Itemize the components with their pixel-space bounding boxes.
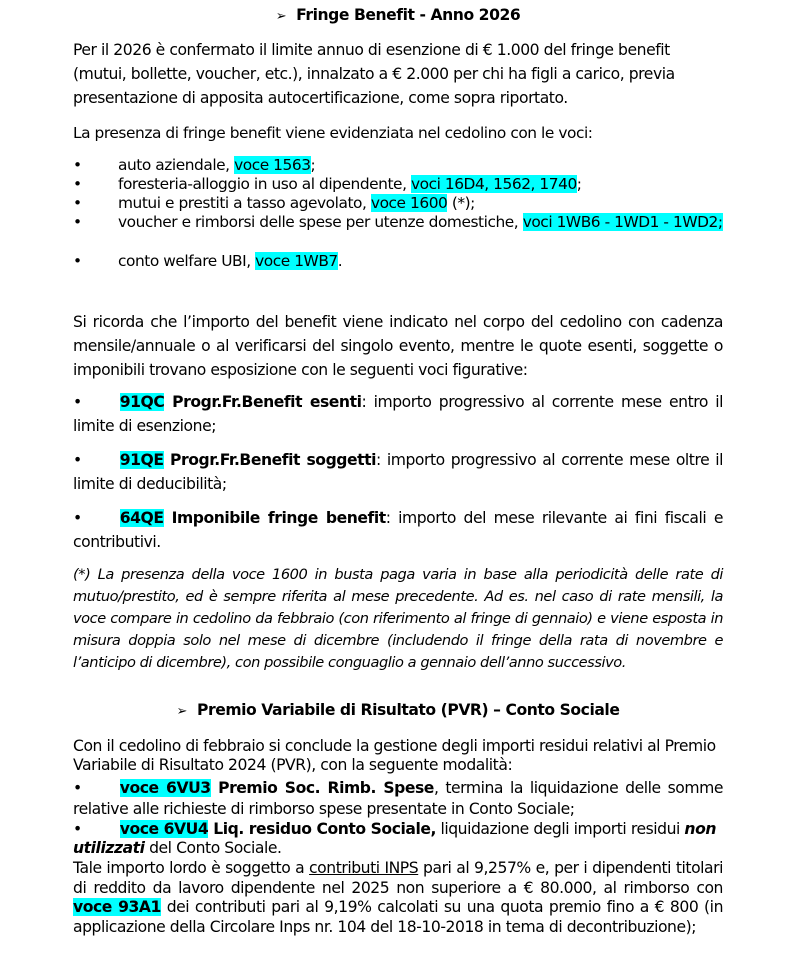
intro-paragraph: Per il 2026 è confermato il limite annuo di esenzione di € 1.000 del fringe benefit (mutui, bollette, voucher, etc.), innalzato a € 2.000 per chi ha figli a carico, previa presentazione di apposita autocertificazione, come sopra riportato. (73, 41, 675, 107)
voce-code: voci 16D4, 1562, 1740 (410, 175, 577, 193)
bullet-icon: • (73, 213, 82, 231)
figurative-item: • 91QC Progr.Fr.Benefit esenti: importo progressivo al corrente mese entro il limite di esenzione; (73, 393, 723, 435)
pvr-item: • voce 6VU3 Premio Soc. Rimb. Spese, termina la liquidazione delle somme relative alle richieste di rimborso spese presentate in Conto Sociale; (73, 779, 723, 818)
voce-code: voce 93A1 (73, 898, 161, 916)
voce-code: 91QC (119, 393, 165, 411)
list-item: • voucher e rimborsi delle spese per utenze domestiche, voci 1WB6 - 1WD1 - 1WD2; (73, 213, 723, 231)
list-item: • foresteria-alloggio in uso al dipendente, voci 16D4, 1562, 1740; (73, 175, 582, 193)
list-item: • mutui e prestiti a tasso agevolato, voce 1600 (*); (73, 194, 475, 212)
bullet-icon: • (73, 451, 82, 469)
list-intro: La presenza di fringe benefit viene evidenziata nel cedolino con le voci: (73, 124, 593, 142)
reminder-paragraph: Si ricorda che l’importo del benefit viene indicato nel corpo del cedolino con cadenza mensile/annuale o al verificarsi del singolo evento, mentre le quote esenti, soggette o imponibili trovano esposizione con le seguenti voci figurative: (73, 313, 723, 379)
list-item: • conto welfare UBI, voce 1WB7. (73, 252, 343, 270)
pvr-item: • voce 6VU4 Liq. residuo Conto Sociale, liquidazione degli importi residui non utilizzati del Conto Sociale. (73, 820, 716, 857)
voce-code: 91QE (119, 451, 164, 469)
voce-code: voce 1563 (234, 156, 311, 174)
bullet-icon: • (73, 820, 82, 838)
bullet-icon: • (73, 156, 82, 174)
pvr-intro: Con il cedolino di febbraio si conclude la gestione degli importi residui relativi al Premio Variabile di Risultato 2024 (PVR), con la seguente modalità: (73, 737, 716, 774)
bullet-icon: • (73, 509, 82, 527)
voce-code: voci 1WB6 - 1WD1 - 1WD2; (522, 213, 723, 231)
figurative-item: • 64QE Imponibile fringe benefit: importo del mese rilevante ai fini fiscali e contributivi. (73, 509, 723, 551)
section-heading-pvr: ➢ Premio Variabile di Risultato (PVR) – Conto Sociale (176, 701, 620, 719)
list-item: • auto aziendale, voce 1563; (73, 156, 316, 174)
arrow-bullet-icon: ➢ (275, 9, 287, 24)
voce-code: voce 6VU4 (119, 820, 209, 838)
bullet-icon: • (73, 194, 82, 212)
pvr-tax-paragraph: Tale importo lordo è soggetto a contributi INPS pari al 9,257% e, per i dipendenti titolari di reddito da lavoro dipendente nel 2025 non superiore a € 80.000, al rimborso con voce 93A1 dei contributi pari al 9,19% calcolati su una quota premio fino a € 800 (in applicazione della Circolare Inps nr. 104 del 18-10-2018 in tema di decontribuzione); (73, 859, 723, 936)
voce-code: voce 6VU3 (119, 779, 211, 797)
bullet-icon: • (73, 252, 82, 270)
voce-code: voce 1600 (370, 194, 448, 212)
bullet-icon: • (73, 175, 82, 193)
section-heading-fringe: ➢ Fringe Benefit - Anno 2026 (275, 6, 521, 24)
bullet-icon: • (73, 393, 82, 411)
figurative-item: • 91QE Progr.Fr.Benefit soggetti: importo progressivo al corrente mese oltre il limite di deducibilità; (73, 451, 723, 493)
voce-code: voce 1WB7 (255, 252, 338, 270)
voce-code: 64QE (119, 509, 164, 527)
contributi-inps-link: contributi INPS (309, 859, 419, 877)
footnote: (*) La presenza della voce 1600 in busta paga varia in base alla periodicità delle rate di mutuo/prestito, ed è sempre riferita al mese precedente. Ad es. nel caso di rate mensili, la voce compare in cedolino da febbraio (con riferimento al fringe di gennaio) e viene esposta in misura doppia solo nel mese di dicembre (includendo il fringe della rata di novembre e l’anticipo di dicembre), con possibile conguaglio a gennaio dell’anno successivo. (73, 566, 723, 671)
arrow-bullet-icon: ➢ (176, 704, 187, 719)
bullet-icon: • (73, 779, 82, 797)
